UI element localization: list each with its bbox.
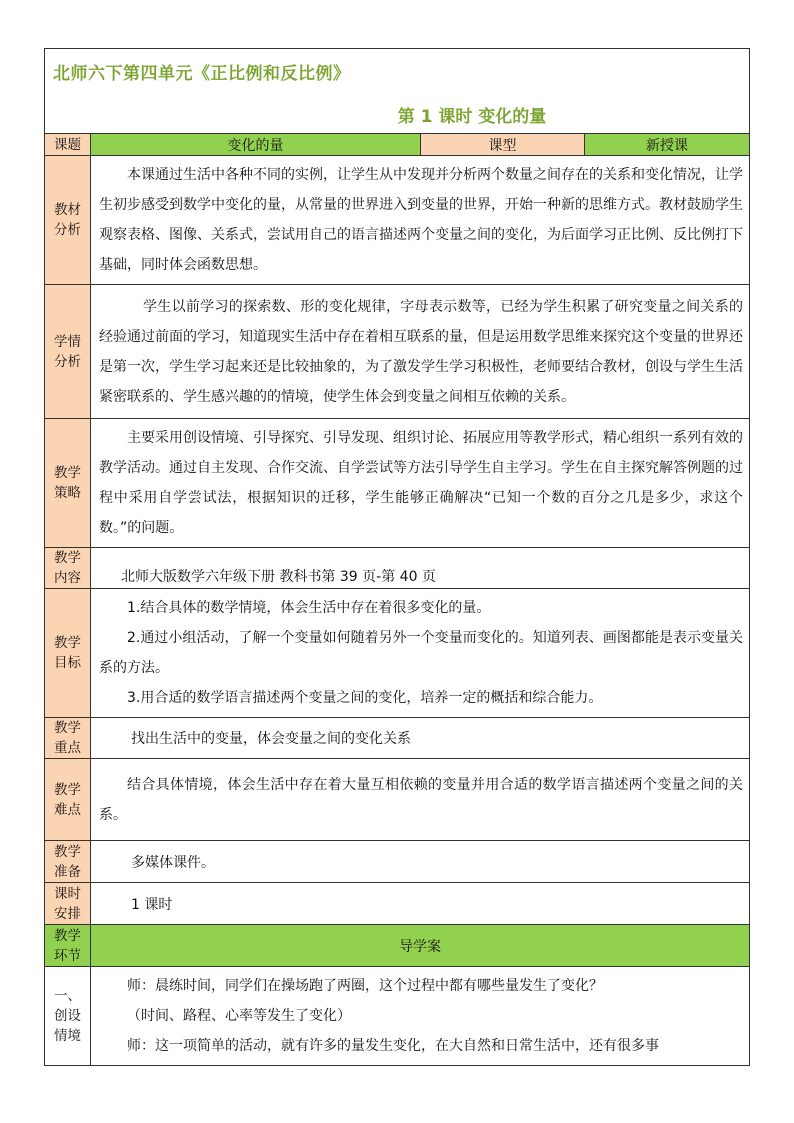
material-analysis: 本课通过生活中各种不同的实例，让学生从中发现并分析两个数量之间存在的关系和变化情况，让学生初步感受到数学中变化的量，从常量的世界进入到变量的世界，开始一种新的思维方式。教材鼓励学生观察表格、图像、关系式，尝试用自己的语言描述两个变量之间的变化，为后面学习正比例、反比例打下基础，同时体会函数思想。 — [91, 156, 750, 285]
stage-header: 导学案 — [91, 925, 750, 967]
topic-label: 课题 — [45, 134, 91, 156]
goal-item: 1.结合具体的数学情境，体会生活中存在着很多变化的量。 — [127, 600, 491, 616]
material-label: 教材 分析 — [45, 156, 91, 285]
goals-label: 教学 目标 — [45, 589, 91, 718]
strategy-label: 教学 策略 — [45, 419, 91, 548]
type-label: 课型 — [421, 134, 585, 156]
difficulties-label: 教学 难点 — [45, 759, 91, 841]
schedule: 1 课时 — [91, 883, 750, 925]
lesson-plan-table — [44, 48, 750, 1066]
topic-value: 变化的量 — [91, 134, 421, 156]
student-analysis: 学生以前学习的探索数、形的变化规律，字母表示数等，已经为学生积累了研究变量之间关系的经验通过前面的学习，知道现实生活中存在着相互联系的量，但是运用数学思维来探究这个变量的世界还是第一次，学生学习起来还是比较抽象的，为了激发学生学习积极性，老师要结合教材，创设与学生生活紧密联系的、学生感兴趣的的情境，使学生体会到变量之间相互依赖的关系。 — [91, 285, 750, 419]
step1-label: 一、 创设 情境 — [45, 967, 91, 1066]
goal-item: 3.用合适的数学语言描述两个变量之间的变化，培养一定的概括和综合能力。 — [127, 690, 603, 706]
preparation-label: 教学 准备 — [45, 841, 91, 883]
stage-label: 教学 环节 — [45, 925, 91, 967]
preparation: 多媒体课件。 — [91, 841, 750, 883]
series-title: 北师六下第四单元《正比例和反比例》 — [53, 64, 351, 84]
key-points-label: 教学 重点 — [45, 718, 91, 759]
lesson-title: 第 1 课时 变化的量 — [397, 107, 547, 127]
teaching-strategy: 主要采用创设情境、引导探究、引导发现、组织讨论、拓展应用等教学形式，精心组织一系列有效的教学活动。通过自主发现、合作交流、自学尝试等方法引导学生自主学习。学生在自主探究解答例题的过程中采用自学尝试法，根据知识的迁移，学生能够正确解决“已知一个数的百分之几是多少，求这个数。”的问题。 — [91, 419, 750, 548]
key-points: 找出生活中的变量，体会变量之间的变化关系 — [91, 718, 750, 759]
teaching-goals — [91, 589, 750, 718]
step1-content: 师：晨练时间，同学们在操场跑了两圈，这个过程中都有哪些量发生了变化？ （时间、路程、心率等发生了变化） 师：这一项简单的活动，就有许多的量发生变化，在大自然和日常生活中，还有很多事 — [91, 967, 750, 1066]
teaching-content: 北师大版数学六年级下册 教科书第 39 页-第 40 页 — [91, 548, 750, 589]
header-cell — [45, 49, 750, 134]
schedule-label: 课时 安排 — [45, 883, 91, 925]
content-label: 教学 内容 — [45, 548, 91, 589]
students-label: 学情 分析 — [45, 285, 91, 419]
goal-item: 2.通过小组活动，了解一个变量如何随着另外一个变量而变化的。知道列表、画图都能是表示变量关系的方法。 — [99, 630, 743, 676]
type-value: 新授课 — [585, 134, 750, 156]
difficulties: 结合具体情境，体会生活中存在着大量互相依赖的变量并用合适的数学语言描述两个变量之间的关系。 — [91, 759, 750, 841]
